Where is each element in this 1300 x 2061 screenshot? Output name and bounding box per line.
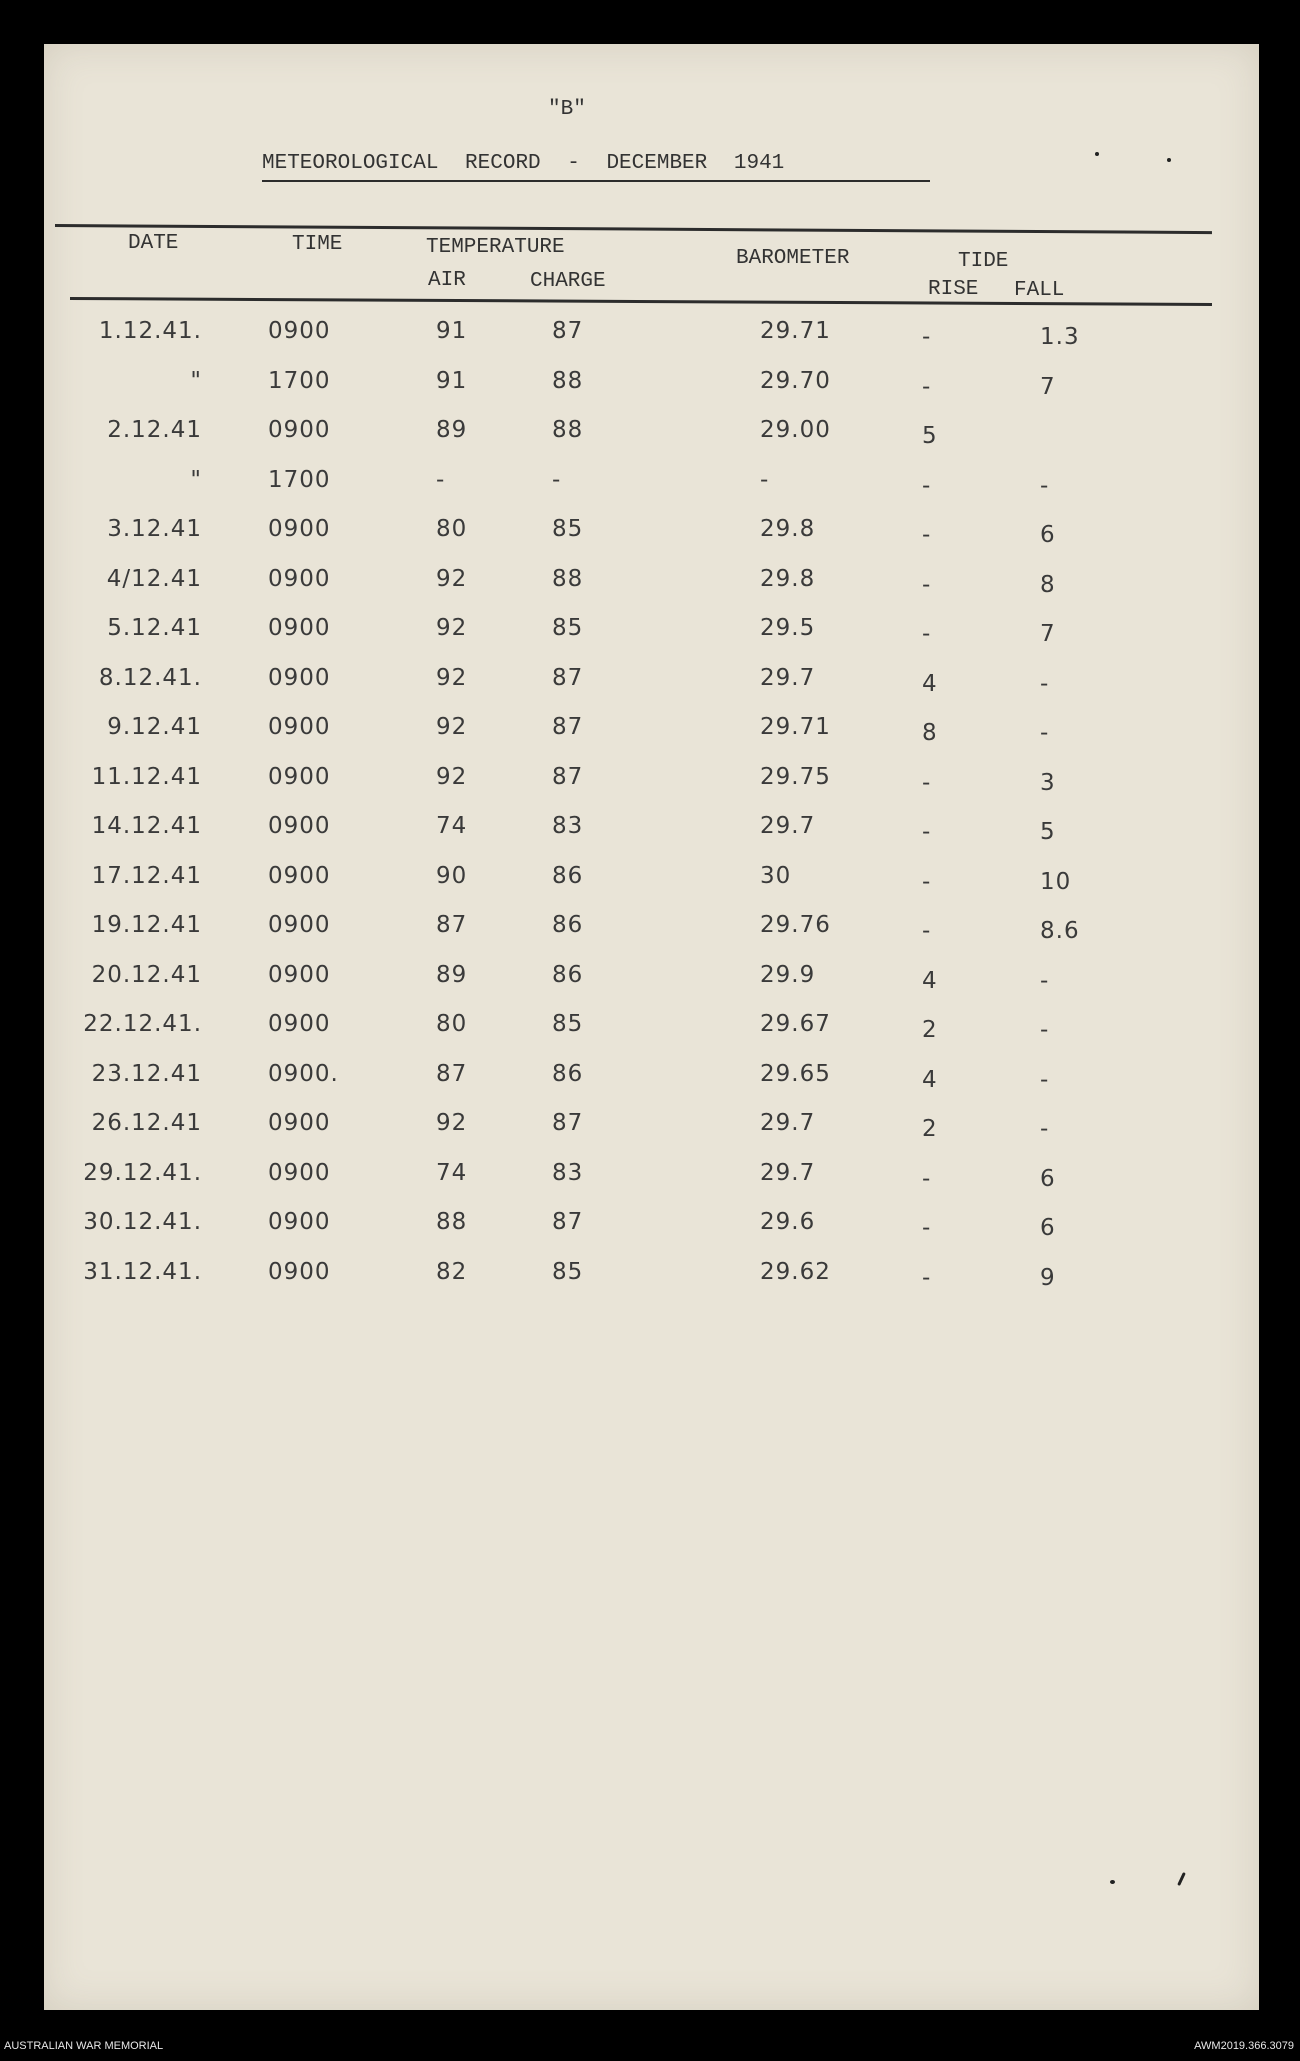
cell-rise: - <box>922 1215 932 1241</box>
cell-date: 19.12.41 <box>91 912 202 938</box>
cell-charge: 88 <box>552 367 584 394</box>
cell-air: 87 <box>436 912 468 938</box>
cell-rise: 4 <box>922 967 938 994</box>
cell-fall: 6 <box>1040 1215 1056 1241</box>
cell-barometer: 29.7 <box>760 813 816 839</box>
cell-time: 0900 <box>268 1011 331 1037</box>
cell-time: 0900 <box>268 763 331 790</box>
cell-time: 0900 <box>268 1159 331 1186</box>
cell-fall: 10 <box>1040 868 1072 895</box>
cell-date: 31.12.41. <box>83 1258 202 1285</box>
cell-barometer: 29.9 <box>760 961 816 988</box>
cell-fall: 3 <box>1040 769 1056 796</box>
cell-rise: 2 <box>922 1017 938 1043</box>
cell-time: 0900 <box>268 1110 331 1136</box>
cell-fall: - <box>1040 1066 1050 1093</box>
cell-time: 0900 <box>268 615 331 641</box>
cell-charge: 87 <box>552 714 584 740</box>
cell-charge: 88 <box>552 417 584 443</box>
cell-charge: 88 <box>552 565 584 592</box>
cell-time: 0900 <box>268 862 331 889</box>
cell-charge: 87 <box>552 664 584 691</box>
cell-date: 9.12.41 <box>107 714 202 740</box>
cell-air: 74 <box>436 813 468 839</box>
cell-date: 23.12.41 <box>91 1060 202 1087</box>
cell-air: 80 <box>436 1011 468 1037</box>
cell-barometer: 29.62 <box>760 1258 831 1285</box>
header-fall: FALL <box>1014 279 1065 302</box>
cell-time: 0900 <box>268 664 331 691</box>
footer-reference: AWM2019.366.3079 <box>1194 2040 1294 2052</box>
cell-barometer: 29.8 <box>760 516 816 542</box>
cell-charge: 87 <box>552 1209 584 1235</box>
header-date: DATE <box>128 232 179 255</box>
cell-rise: - <box>922 324 932 350</box>
cell-charge: 87 <box>552 318 584 344</box>
cell-fall: 9 <box>1040 1264 1056 1291</box>
cell-date: 20.12.41 <box>91 961 202 988</box>
cell-barometer: - <box>760 466 770 493</box>
cell-time: 0900. <box>268 1060 339 1087</box>
cell-date: 26.12.41 <box>91 1110 202 1136</box>
cell-date: 29.12.41. <box>83 1159 202 1186</box>
cell-air: 92 <box>436 763 468 790</box>
cell-time: 0900 <box>268 417 331 443</box>
cell-rise: - <box>922 571 932 598</box>
cell-date: 22.12.41. <box>83 1011 202 1037</box>
cell-air: 92 <box>436 615 468 641</box>
cell-charge: 86 <box>552 862 584 889</box>
cell-date: 8.12.41. <box>98 664 202 691</box>
cell-time: 0900 <box>268 565 331 592</box>
cell-fall: 8.6 <box>1040 918 1080 944</box>
cell-air: 92 <box>436 1110 468 1136</box>
cell-rise: - <box>922 819 932 845</box>
cell-date: " <box>190 466 202 493</box>
cell-time: 0900 <box>268 1209 331 1235</box>
cell-air: 92 <box>436 565 468 592</box>
cell-barometer: 29.7 <box>760 1110 816 1136</box>
cell-barometer: 29.00 <box>760 417 831 443</box>
paper-mark <box>1110 1880 1115 1884</box>
cell-time: 0900 <box>268 714 331 740</box>
cell-rise: 2 <box>922 1116 938 1142</box>
header-tide: TIDE <box>958 250 1009 273</box>
cell-air: 92 <box>436 664 468 691</box>
cell-time: 1700 <box>268 466 331 493</box>
title-underline <box>262 180 930 182</box>
cell-air: 89 <box>436 417 468 443</box>
cell-barometer: 29.6 <box>760 1209 816 1235</box>
cell-rise: - <box>922 373 932 400</box>
cell-barometer: 29.67 <box>760 1011 831 1037</box>
cell-air: 88 <box>436 1209 468 1235</box>
document-title: METEOROLOGICAL RECORD - DECEMBER 1941 <box>262 152 785 175</box>
cell-fall: 8 <box>1040 571 1056 598</box>
cell-charge: 86 <box>552 912 584 938</box>
header-charge: CHARGE <box>530 270 606 293</box>
cell-barometer: 29.65 <box>760 1060 831 1087</box>
cell-rise: - <box>922 868 932 895</box>
cell-air: 74 <box>436 1159 468 1186</box>
cell-fall: - <box>1040 472 1050 499</box>
cell-charge: 87 <box>552 763 584 790</box>
cell-time: 0900 <box>268 516 331 542</box>
cell-rise: - <box>922 1165 932 1192</box>
header-time: TIME <box>292 233 343 256</box>
cell-fall: - <box>1040 720 1050 746</box>
cell-air: 87 <box>436 1060 468 1087</box>
cell-date: 5.12.41 <box>107 615 202 641</box>
cell-rise: 4 <box>922 1066 938 1093</box>
header-temperature: TEMPERATURE <box>426 236 565 259</box>
cell-rise: - <box>922 621 932 647</box>
cell-time: 1700 <box>268 367 331 394</box>
cell-air: 90 <box>436 862 468 889</box>
cell-charge: - <box>552 466 562 493</box>
cell-date: 1.12.41. <box>98 318 202 344</box>
cell-rise: - <box>922 769 932 796</box>
cell-charge: 85 <box>552 516 584 542</box>
cell-barometer: 29.7 <box>760 1159 816 1186</box>
cell-fall: 7 <box>1040 373 1056 400</box>
cell-air: 82 <box>436 1258 468 1285</box>
cell-barometer: 29.76 <box>760 912 831 938</box>
cell-rise: - <box>922 1264 932 1291</box>
cell-fall: - <box>1040 1017 1050 1043</box>
cell-date: 2.12.41 <box>107 417 202 443</box>
cell-barometer: 29.71 <box>760 714 831 740</box>
cell-time: 0900 <box>268 961 331 988</box>
cell-air: 80 <box>436 516 468 542</box>
cell-date: 14.12.41 <box>91 813 202 839</box>
cell-barometer: 29.71 <box>760 318 831 344</box>
header-rise: RISE <box>928 278 979 301</box>
cell-date: 3.12.41 <box>107 516 202 542</box>
cell-rise: 4 <box>922 670 938 697</box>
cell-date: 17.12.41 <box>91 862 202 889</box>
cell-charge: 83 <box>552 1159 584 1186</box>
cell-time: 0900 <box>268 1258 331 1285</box>
cell-date: 30.12.41. <box>83 1209 202 1235</box>
header-air: AIR <box>428 269 466 292</box>
cell-time: 0900 <box>268 318 331 344</box>
cell-rise: 5 <box>922 423 938 449</box>
cell-fall: - <box>1040 670 1050 697</box>
cell-charge: 86 <box>552 1060 584 1087</box>
cell-charge: 86 <box>552 961 584 988</box>
cell-fall: - <box>1040 967 1050 994</box>
cell-barometer: 29.70 <box>760 367 831 394</box>
cell-barometer: 29.7 <box>760 664 816 691</box>
cell-date: 4/12.41 <box>106 565 202 592</box>
cell-fall: 1.3 <box>1040 324 1080 350</box>
paper-mark <box>1167 158 1171 162</box>
cell-fall: - <box>1040 1116 1050 1142</box>
cell-fall: 6 <box>1040 522 1056 548</box>
cell-fall: 6 <box>1040 1165 1056 1192</box>
cell-time: 0900 <box>268 813 331 839</box>
cell-air: - <box>436 466 446 493</box>
cell-air: 91 <box>436 318 468 344</box>
cell-charge: 87 <box>552 1110 584 1136</box>
cell-air: 89 <box>436 961 468 988</box>
paper-mark <box>1095 152 1099 156</box>
cell-barometer: 30 <box>760 862 792 889</box>
cell-date: 11.12.41 <box>91 763 202 790</box>
cell-barometer: 29.8 <box>760 565 816 592</box>
cell-rise: 8 <box>922 720 938 746</box>
series-letter: "B" <box>548 98 586 121</box>
cell-charge: 85 <box>552 1011 584 1037</box>
cell-rise: - <box>922 522 932 548</box>
cell-fall: 5 <box>1040 819 1056 845</box>
cell-fall: 7 <box>1040 621 1056 647</box>
cell-barometer: 29.5 <box>760 615 816 641</box>
cell-barometer: 29.75 <box>760 763 831 790</box>
cell-time: 0900 <box>268 912 331 938</box>
footer-credit: AUSTRALIAN WAR MEMORIAL <box>4 2040 164 2052</box>
cell-air: 92 <box>436 714 468 740</box>
cell-charge: 85 <box>552 1258 584 1285</box>
cell-charge: 83 <box>552 813 584 839</box>
header-barometer: BAROMETER <box>736 247 850 270</box>
cell-rise: - <box>922 918 932 944</box>
cell-date: " <box>190 367 202 394</box>
cell-air: 91 <box>436 367 468 394</box>
cell-charge: 85 <box>552 615 584 641</box>
cell-rise: - <box>922 472 932 499</box>
